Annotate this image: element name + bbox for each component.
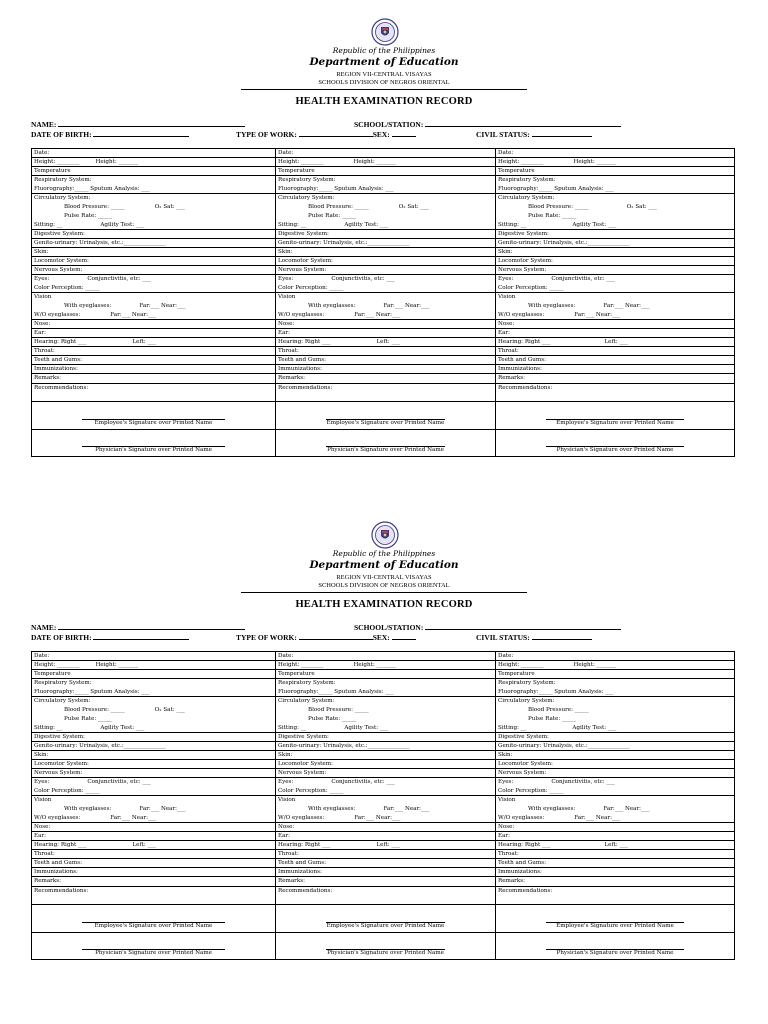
division-label: SCHOOLS DIVISION OF NEGROS ORIENTAL: [318, 79, 450, 86]
employee-signature-cell[interactable]: [496, 402, 735, 430]
skin-row[interactable]: Skin:: [32, 751, 275, 760]
civil-field[interactable]: [476, 632, 592, 642]
physician-signature-label: Physician's Signature over Printed Name: [95, 950, 212, 956]
deped-seal-icon: [371, 521, 399, 549]
digestive-row[interactable]: Digestive System:: [276, 733, 495, 742]
height-row[interactable]: Height: ________ Height: _______: [32, 661, 275, 670]
sitting-row[interactable]: Sitting: __ Agility Test: ___: [32, 221, 275, 230]
nose-row[interactable]: Nose:: [276, 823, 495, 832]
physician-signature-label: Physician's Signature over Printed Name: [327, 447, 444, 453]
division-label: SCHOOLS DIVISION OF NEGROS ORIENTAL: [318, 582, 450, 589]
exam-column-3[interactable]: [496, 652, 735, 887]
throat-row[interactable]: Throat:: [496, 850, 734, 859]
throat-row[interactable]: Throat:: [496, 347, 734, 356]
hearing-row[interactable]: Hearing: Right ___ Left: ___: [496, 841, 734, 850]
header-divider: [241, 89, 527, 90]
recommendations-cell[interactable]: Recommendations:: [496, 384, 735, 402]
work-label: TYPE OF WORK:: [236, 130, 297, 139]
sex-blank[interactable]: [392, 632, 416, 640]
physician-signature-cell[interactable]: [496, 933, 735, 960]
employee-signature-label: Employee's Signature over Printed Name: [556, 420, 674, 426]
employee-signature-row: [32, 402, 735, 430]
employee-signature-cell[interactable]: [276, 905, 496, 933]
date-row[interactable]: Date:: [496, 149, 734, 158]
vision-row: Vision: [278, 294, 296, 300]
eyes-row[interactable]: Eyes: Conjunctivitis, etc: ___: [498, 276, 615, 282]
respiratory-row: Respiratory System:: [498, 177, 556, 183]
genito-row[interactable]: Genito-urinary: Urinalysis, etc.:_______________: [496, 742, 734, 751]
work-field[interactable]: [236, 129, 416, 139]
recommendations-cell[interactable]: Recommendations:: [276, 887, 496, 905]
sex-blank[interactable]: [392, 129, 416, 137]
remarks-row[interactable]: Remarks:: [498, 375, 525, 381]
nervous-row[interactable]: Nervous System:: [496, 769, 734, 778]
name-field[interactable]: [31, 119, 245, 129]
color-row[interactable]: Color Perception: _____: [276, 787, 495, 796]
date-row[interactable]: Date:: [496, 652, 734, 661]
locomotor-row[interactable]: Locomotor System:: [496, 257, 734, 266]
color-row[interactable]: Color Perception: _____: [32, 787, 275, 796]
employee-signature-label: Employee's Signature over Printed Name: [556, 923, 674, 929]
nose-row[interactable]: Nose:: [32, 823, 275, 832]
fluorography-row[interactable]: Fluorography:_____ Sputum Analysis: ___: [496, 688, 734, 697]
nervous-row[interactable]: Nervous System:: [32, 769, 275, 778]
pulse-row[interactable]: Pulse Rate: _____: [64, 213, 112, 219]
height-row[interactable]: Height: ________ Height: _______: [276, 661, 495, 670]
bp-row[interactable]: Blood Pressure: _____: [528, 707, 589, 713]
nose-row[interactable]: Nose:: [496, 823, 734, 832]
locomotor-row[interactable]: Locomotor System:: [276, 760, 495, 769]
bp-row[interactable]: Blood Pressure: _____ O₂ Sat: ___: [64, 204, 185, 210]
ear-row[interactable]: Ear:: [32, 329, 275, 338]
nose-row[interactable]: Nose:: [32, 320, 275, 329]
employee-signature-cell[interactable]: [32, 905, 276, 933]
school-blank[interactable]: [425, 119, 621, 127]
immunizations-row[interactable]: Immunizations:: [32, 365, 275, 374]
ear-row[interactable]: Ear:: [276, 832, 495, 841]
remarks-row[interactable]: Remarks:: [498, 878, 525, 884]
teeth-row[interactable]: Teeth and Gums:: [276, 859, 495, 868]
color-row[interactable]: Color Perception: _____: [276, 284, 495, 293]
genito-row[interactable]: Genito-urinary: Urinalysis, etc.:_______________: [276, 742, 495, 751]
remarks-row[interactable]: Remarks:: [278, 878, 305, 884]
locomotor-row[interactable]: Locomotor System:: [32, 760, 275, 769]
civil-label: CIVIL STATUS:: [476, 130, 530, 139]
republic-label: Republic of the Philippines: [332, 46, 436, 55]
recommendations-cell[interactable]: Recommendations:: [496, 887, 735, 905]
fluorography-row[interactable]: Fluorography:_____ Sputum Analysis: ___: [496, 185, 734, 194]
school-label: SCHOOL/STATION:: [354, 120, 424, 129]
exam-column-1[interactable]: [32, 652, 276, 887]
with-eyeglasses-row[interactable]: With eyeglasses: Far:___ Near:___: [528, 806, 650, 812]
employee-signature-label: Employee's Signature over Printed Name: [94, 923, 213, 929]
exam-column-2[interactable]: [276, 149, 496, 384]
exam-table: [31, 148, 735, 457]
vision-row: Vision: [498, 294, 516, 300]
vision-row: Vision: [278, 797, 296, 803]
skin-row[interactable]: Skin:: [496, 751, 734, 760]
recommendations-row: [32, 384, 735, 402]
recommendations-cell[interactable]: Recommendations:: [276, 384, 496, 402]
temperature-row[interactable]: Temperature: [32, 167, 275, 176]
hearing-row[interactable]: Hearing: Right ___ Left: ___: [32, 338, 275, 347]
temperature-row[interactable]: Temperature: [276, 670, 495, 679]
immunizations-row[interactable]: Immunizations:: [496, 868, 734, 877]
respiratory-row: Respiratory System:: [34, 680, 92, 686]
pulse-row[interactable]: Pulse Rate: _____: [64, 716, 112, 722]
eyes-row[interactable]: Eyes: Conjunctivitis, etc: ___: [278, 779, 395, 785]
locomotor-row[interactable]: Locomotor System:: [276, 257, 495, 266]
color-row[interactable]: Color Perception: _____: [496, 787, 734, 796]
temperature-row[interactable]: Temperature: [496, 167, 734, 176]
teeth-row[interactable]: Teeth and Gums:: [496, 356, 734, 365]
teeth-row[interactable]: Teeth and Gums:: [276, 356, 495, 365]
civil-blank[interactable]: [532, 632, 592, 640]
bp-row[interactable]: Blood Pressure: _____ O₂ Sat: ___: [64, 707, 185, 713]
employee-signature-cell[interactable]: [496, 905, 735, 933]
digestive-row[interactable]: Digestive System:: [496, 230, 734, 239]
with-eyeglasses-row[interactable]: With eyeglasses: Far:___ Near:___: [308, 806, 430, 812]
with-eyeglasses-row[interactable]: With eyeglasses: Far:___ Near:___: [64, 806, 186, 812]
with-eyeglasses-row[interactable]: With eyeglasses: Far:___ Near:___: [528, 303, 650, 309]
form-title: HEALTH EXAMINATION RECORD: [295, 96, 473, 107]
with-eyeglasses-row[interactable]: With eyeglasses: Far:___ Near:___: [308, 303, 430, 309]
nervous-row[interactable]: Nervous System:: [496, 266, 734, 275]
work-blank[interactable]: [299, 129, 373, 137]
pulse-row[interactable]: Pulse Rate: _____: [308, 716, 356, 722]
civil-blank[interactable]: [532, 129, 592, 137]
hearing-row[interactable]: Hearing: Right ___ Left: ___: [276, 841, 495, 850]
physician-signature-label: Physician's Signature over Printed Name: [556, 447, 674, 453]
form-title: HEALTH EXAMINATION RECORD: [295, 599, 473, 610]
remarks-row[interactable]: Remarks:: [34, 375, 61, 381]
physician-signature-cell[interactable]: [32, 933, 276, 960]
recommendations-cell[interactable]: Recommendations:: [32, 887, 276, 905]
ear-row[interactable]: Ear:: [276, 329, 495, 338]
name-blank[interactable]: [58, 119, 245, 127]
height-row[interactable]: Height: ________ Height: _______: [32, 158, 275, 167]
physician-signature-cell[interactable]: [276, 430, 496, 457]
sitting-row[interactable]: Sitting: __ Agility Test: ___: [276, 221, 495, 230]
throat-row[interactable]: Throat:: [32, 347, 275, 356]
circulatory-row: Circulatory System:: [278, 195, 335, 201]
color-row[interactable]: Color Perception: _____: [496, 284, 734, 293]
employee-signature-row: [32, 905, 735, 933]
throat-row[interactable]: Throat:: [32, 850, 275, 859]
exam-table: [31, 651, 735, 960]
circulatory-row: Circulatory System:: [34, 698, 91, 704]
locomotor-row[interactable]: Locomotor System:: [32, 257, 275, 266]
hearing-row[interactable]: Hearing: Right ___ Left: ___: [496, 338, 734, 347]
genito-row[interactable]: Genito-urinary: Urinalysis, etc.:_______________: [32, 239, 275, 248]
eyes-row[interactable]: Eyes: Conjunctivitis, etc: ___: [498, 779, 615, 785]
skin-row[interactable]: Skin:: [496, 248, 734, 257]
date-row[interactable]: Date:: [276, 149, 495, 158]
employee-signature-cell[interactable]: [32, 402, 276, 430]
genito-row[interactable]: Genito-urinary: Urinalysis, etc.:_______________: [32, 742, 275, 751]
skin-row[interactable]: Skin:: [276, 751, 495, 760]
vision-row: Vision: [498, 797, 516, 803]
name-field[interactable]: [31, 622, 245, 632]
employee-signature-cell[interactable]: [276, 402, 496, 430]
dob-field[interactable]: [31, 129, 189, 139]
circulatory-row: Circulatory System:: [498, 698, 555, 704]
color-row[interactable]: Color Perception: _____: [32, 284, 275, 293]
dob-label: DATE OF BIRTH:: [31, 633, 92, 642]
fluorography-row[interactable]: Fluorography:_____ Sputum Analysis: ___: [32, 688, 275, 697]
nose-row[interactable]: Nose:: [496, 320, 734, 329]
with-eyeglasses-row[interactable]: With eyeglasses: Far:___ Near:___: [64, 303, 186, 309]
work-blank[interactable]: [299, 632, 373, 640]
respiratory-row: Respiratory System:: [278, 680, 336, 686]
immunizations-row[interactable]: Immunizations:: [32, 868, 275, 877]
respiratory-row: Respiratory System:: [34, 177, 92, 183]
wo-eyeglasses-row[interactable]: W/O eyeglasses: Far:___ Near:___: [276, 311, 495, 320]
teeth-row[interactable]: Teeth and Gums:: [32, 859, 275, 868]
ear-row[interactable]: Ear:: [496, 329, 734, 338]
height-row[interactable]: Height: ________ Height: _______: [496, 158, 734, 167]
fluorography-row[interactable]: Fluorography:_____ Sputum Analysis: ___: [32, 185, 275, 194]
dob-label: DATE OF BIRTH:: [31, 130, 92, 139]
hearing-row[interactable]: Hearing: Right ___ Left: ___: [32, 841, 275, 850]
republic-label: Republic of the Philippines: [332, 549, 436, 558]
temperature-row[interactable]: Temperature: [276, 167, 495, 176]
sitting-row[interactable]: Sitting: __ Agility Test: ___: [32, 724, 275, 733]
sex-label: SEX:: [372, 633, 390, 642]
throat-row[interactable]: Throat:: [276, 347, 495, 356]
ear-row[interactable]: Ear:: [32, 832, 275, 841]
digestive-row[interactable]: Digestive System:: [32, 733, 275, 742]
bp-row[interactable]: Blood Pressure: _____: [308, 707, 369, 713]
bp-row[interactable]: Blood Pressure: _____ O₂ Sat: ___: [308, 204, 429, 210]
exam-column-2[interactable]: [276, 652, 496, 887]
fluorography-row[interactable]: Fluorography:_____ Sputum Analysis: ___: [276, 688, 495, 697]
civil-label: CIVIL STATUS:: [476, 633, 530, 642]
nervous-row[interactable]: Nervous System:: [32, 266, 275, 275]
locomotor-row[interactable]: Locomotor System:: [496, 760, 734, 769]
sitting-row[interactable]: Sitting: __ Agility Test: ___: [276, 724, 495, 733]
circulatory-row: Circulatory System:: [278, 698, 335, 704]
temperature-row[interactable]: Temperature: [496, 670, 734, 679]
physician-signature-cell[interactable]: [276, 933, 496, 960]
department-label: Department of Education: [309, 559, 459, 571]
region-label: REGION VII-CENTRAL VISAYAS: [336, 574, 432, 581]
bp-row[interactable]: Blood Pressure: _____ O₂ Sat: ___: [528, 204, 657, 210]
physician-signature-label: Physician's Signature over Printed Name: [95, 447, 212, 453]
physician-signature-cell[interactable]: [32, 430, 276, 457]
header-divider: [241, 592, 527, 593]
circulatory-row: Circulatory System:: [34, 195, 91, 201]
skin-row[interactable]: Skin:: [32, 248, 275, 257]
vision-row: Vision: [34, 797, 52, 803]
department-label: Department of Education: [309, 56, 459, 68]
pulse-row[interactable]: Pulse Rate: _____: [308, 213, 356, 219]
wo-eyeglasses-row[interactable]: W/O eyeglasses: Far:___ Near:___: [496, 814, 734, 823]
circulatory-row: Circulatory System:: [498, 195, 555, 201]
skin-row[interactable]: Skin:: [276, 248, 495, 257]
height-row[interactable]: Height: ________ Height: _______: [276, 158, 495, 167]
nervous-row[interactable]: Nervous System:: [276, 266, 495, 275]
genito-row[interactable]: Genito-urinary: Urinalysis, etc.:_______________: [276, 239, 495, 248]
hearing-row[interactable]: Hearing: Right ___ Left: ___: [276, 338, 495, 347]
sitting-row[interactable]: Sitting: __ Agility Test: ___: [496, 724, 734, 733]
exam-column-3[interactable]: [496, 149, 735, 384]
respiratory-row: Respiratory System:: [278, 177, 336, 183]
exam-main-row: [32, 149, 735, 384]
nervous-row[interactable]: Nervous System:: [276, 769, 495, 778]
physician-signature-cell[interactable]: [496, 430, 735, 457]
dob-blank[interactable]: [93, 129, 189, 137]
date-row[interactable]: Date:: [276, 652, 495, 661]
name-label: NAME:: [31, 623, 57, 632]
digestive-row[interactable]: Digestive System:: [276, 230, 495, 239]
fluorography-row[interactable]: Fluorography:_____ Sputum Analysis: ___: [276, 185, 495, 194]
immunizations-row[interactable]: Immunizations:: [496, 365, 734, 374]
nose-row[interactable]: Nose:: [276, 320, 495, 329]
work-field[interactable]: [236, 632, 416, 642]
physician-signature-label: Physician's Signature over Printed Name: [327, 950, 444, 956]
eyes-row[interactable]: Eyes: Conjunctivitis, etc: ___: [34, 276, 151, 282]
immunizations-row[interactable]: Immunizations:: [276, 365, 495, 374]
dob-blank[interactable]: [93, 632, 189, 640]
exam-main-row: [32, 652, 735, 887]
employee-signature-label: Employee's Signature over Printed Name: [326, 420, 445, 426]
remarks-row[interactable]: Remarks:: [34, 878, 61, 884]
exam-column-1[interactable]: [32, 149, 276, 384]
vision-row: Vision: [34, 294, 52, 300]
employee-signature-label: Employee's Signature over Printed Name: [94, 420, 213, 426]
recommendations-cell[interactable]: Recommendations:: [32, 384, 276, 402]
pulse-row[interactable]: Pulse Rate: _____: [528, 213, 576, 219]
name-label: NAME:: [31, 120, 57, 129]
school-label: SCHOOL/STATION:: [354, 623, 424, 632]
wo-eyeglasses-row[interactable]: W/O eyeglasses: Far:___ Near:___: [496, 311, 734, 320]
deped-seal-icon: [371, 18, 399, 46]
throat-row[interactable]: Throat:: [276, 850, 495, 859]
pulse-row[interactable]: Pulse Rate: _____: [528, 716, 576, 722]
height-row[interactable]: Height: ________ Height: _______: [496, 661, 734, 670]
civil-field[interactable]: [476, 129, 592, 139]
physician-signature-row: [32, 933, 735, 960]
employee-signature-label: Employee's Signature over Printed Name: [326, 923, 445, 929]
physician-signature-label: Physician's Signature over Printed Name: [556, 950, 674, 956]
name-blank[interactable]: [58, 622, 245, 630]
wo-eyeglasses-row[interactable]: W/O eyeglasses: Far:___ Near:___: [32, 311, 275, 320]
digestive-row[interactable]: Digestive System:: [496, 733, 734, 742]
school-field[interactable]: [354, 119, 621, 129]
school-blank[interactable]: [425, 622, 621, 630]
immunizations-row[interactable]: Immunizations:: [276, 868, 495, 877]
dob-field[interactable]: [31, 632, 189, 642]
ear-row[interactable]: Ear:: [496, 832, 734, 841]
sitting-row[interactable]: Sitting: __ Agility Test: ___: [496, 221, 734, 230]
sex-label: SEX:: [372, 130, 390, 139]
eyes-row[interactable]: Eyes: Conjunctivitis, etc: ___: [278, 276, 395, 282]
teeth-row[interactable]: Teeth and Gums:: [496, 859, 734, 868]
temperature-row[interactable]: Temperature: [32, 670, 275, 679]
recommendations-row: [32, 887, 735, 905]
genito-row[interactable]: Genito-urinary: Urinalysis, etc.:_______________: [496, 239, 734, 248]
remarks-row[interactable]: Remarks:: [278, 375, 305, 381]
date-row[interactable]: Date:: [32, 149, 275, 158]
date-row[interactable]: Date:: [32, 652, 275, 661]
wo-eyeglasses-row[interactable]: W/O eyeglasses: Far:___ Near:___: [276, 814, 495, 823]
wo-eyeglasses-row[interactable]: W/O eyeglasses: Far:___ Near:___: [32, 814, 275, 823]
physician-signature-row: [32, 430, 735, 457]
region-label: REGION VII-CENTRAL VISAYAS: [336, 71, 432, 78]
school-field[interactable]: [354, 622, 621, 632]
teeth-row[interactable]: Teeth and Gums:: [32, 356, 275, 365]
work-label: TYPE OF WORK:: [236, 633, 297, 642]
digestive-row[interactable]: Digestive System:: [32, 230, 275, 239]
respiratory-row: Respiratory System:: [498, 680, 556, 686]
eyes-row[interactable]: Eyes: Conjunctivitis, etc: ___: [34, 779, 151, 785]
